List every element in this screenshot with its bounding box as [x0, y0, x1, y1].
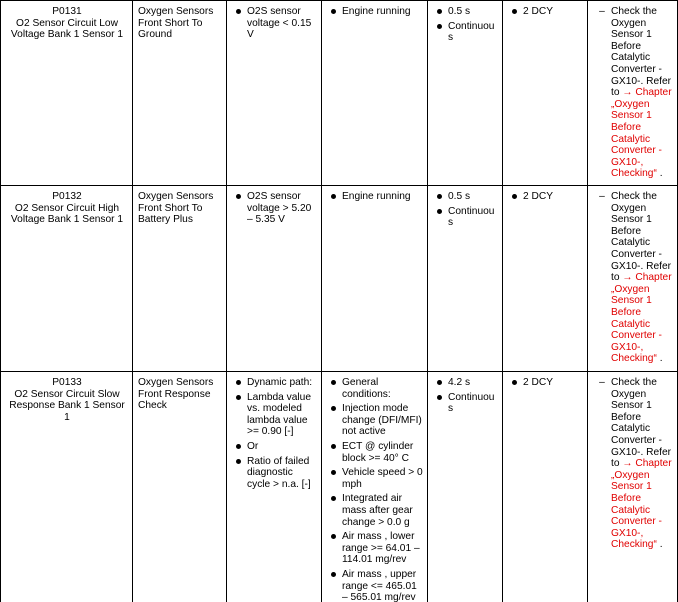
repair-end: . — [656, 168, 663, 180]
malfunction-criteria-cell — [227, 186, 322, 372]
list-item: 2 DCY — [508, 6, 583, 18]
mil-illumination-cell — [503, 186, 588, 372]
repair-end: . — [656, 353, 663, 365]
chapter-link[interactable]: → Chapter „Oxygen Sensor 1 Before Catalytic Converter - GX10-, Checking“ — [611, 87, 672, 180]
malfunction-criteria-cell — [227, 1, 322, 186]
dtc-code-cell — [1, 186, 133, 372]
mil-illumination-list — [508, 377, 583, 389]
list-item: Ratio of failed diagnostic cycle > n.a. [-] — [232, 456, 317, 491]
monitor-strategy: Oxygen Sensors Front Short To Ground — [138, 6, 214, 41]
list-item: Lambda value vs. modeled lambda value >= 0.90 [-] — [232, 392, 317, 438]
dtc-code-cell — [1, 1, 133, 186]
enable-conditions-list — [327, 377, 423, 602]
dtc-code-cell — [1, 372, 133, 602]
monitor-strategy: Oxygen Sensors Front Short To Battery Plus — [138, 191, 214, 226]
monitor-strategy-cell — [133, 372, 227, 602]
list-item: 4.2 s — [433, 377, 498, 389]
list-item: 2 DCY — [508, 377, 583, 389]
enable-conditions-list — [327, 191, 423, 203]
list-item: Vehicle speed > 0 mph — [327, 467, 423, 490]
monitor-strategy-cell — [133, 1, 227, 186]
monitor-strategy: Oxygen Sensors Front Response Check — [138, 377, 214, 412]
list-item: O2S sensor voltage < 0.15 V — [232, 6, 317, 41]
chapter-link[interactable]: → Chapter „Oxygen Sensor 1 Before Catalytic Converter - GX10-, Checking“ — [611, 458, 672, 551]
list-item: Continuous — [433, 392, 498, 415]
repair-procedure-text — [611, 6, 673, 180]
list-item: General conditions: — [327, 377, 423, 400]
list-item: 0.5 s — [433, 6, 498, 18]
dtc-code: P0132 — [52, 191, 82, 202]
list-item: Continuous — [433, 21, 498, 44]
malfunction-criteria-list — [232, 191, 317, 226]
table-row — [1, 186, 678, 372]
dash-marker: – — [599, 191, 605, 202]
time-required-cell — [428, 372, 503, 602]
mil-illumination-cell — [503, 1, 588, 186]
enable-conditions-cell — [322, 372, 428, 602]
dtc-description: O2 Sensor Circuit High Voltage Bank 1 Sensor 1 — [10, 202, 124, 226]
monitor-strategy-cell — [133, 186, 227, 372]
repair-end: . — [656, 539, 663, 551]
list-item: 2 DCY — [508, 191, 583, 203]
enable-conditions-list — [327, 6, 423, 18]
list-item: Integrated air mass after gear change > 0.0 g — [327, 493, 423, 528]
dash-marker: – — [599, 377, 605, 388]
malfunction-criteria-list — [232, 6, 317, 41]
repair-procedure-cell — [588, 186, 678, 372]
malfunction-criteria-cell — [227, 372, 322, 602]
repair-procedure-cell — [588, 372, 678, 602]
time-required-list — [433, 191, 498, 229]
list-item: Air mass , lower range >= 64.01 – 114.01 mg/rev — [327, 531, 423, 566]
time-required-cell — [428, 186, 503, 372]
enable-conditions-cell — [322, 186, 428, 372]
list-item: Injection mode change (DFI/MFI) not active — [327, 403, 423, 438]
list-item: Or — [232, 441, 317, 453]
repair-procedure-text — [611, 377, 673, 551]
list-item: Air mass , upper range <= 465.01 – 565.01 mg/rev — [327, 569, 423, 602]
repair-instruction: Check the Oxygen Sensor 1 Before Catalytic Converter - GX10-. Refer to — [611, 377, 672, 470]
chapter-link[interactable]: → Chapter „Oxygen Sensor 1 Before Catalytic Converter - GX10-, Checking“ — [611, 272, 672, 365]
repair-instruction: Check the Oxygen Sensor 1 Before Catalytic Converter - GX10-. Refer to — [611, 191, 672, 284]
mil-illumination-cell — [503, 372, 588, 602]
table-row — [1, 1, 678, 186]
dtc-description: O2 Sensor Circuit Slow Response Bank 1 Sensor 1 — [9, 388, 125, 423]
list-item: Engine running — [327, 6, 423, 18]
repair-procedure-text — [611, 191, 673, 365]
list-item: Engine running — [327, 191, 423, 203]
repair-instruction: Check the Oxygen Sensor 1 Before Catalytic Converter - GX10-. Refer to — [611, 6, 672, 99]
list-item: 0.5 s — [433, 191, 498, 203]
time-required-cell — [428, 1, 503, 186]
dtc-description: O2 Sensor Circuit Low Voltage Bank 1 Sensor 1 — [10, 17, 124, 41]
time-required-list — [433, 377, 498, 415]
mil-illumination-list — [508, 191, 583, 203]
list-item: ECT @ cylinder block >= 40° C — [327, 441, 423, 464]
time-required-list — [433, 6, 498, 44]
dtc-code: P0133 — [52, 377, 82, 388]
malfunction-criteria-list — [232, 377, 317, 490]
list-item: Continuous — [433, 206, 498, 229]
repair-procedure-cell — [588, 1, 678, 186]
table-row — [1, 372, 678, 602]
dash-marker: – — [599, 6, 605, 17]
enable-conditions-cell — [322, 1, 428, 186]
list-item: Dynamic path: — [232, 377, 317, 389]
mil-illumination-list — [508, 6, 583, 18]
dtc-code: P0131 — [52, 6, 82, 17]
list-item: O2S sensor voltage > 5.20 – 5.35 V — [232, 191, 317, 226]
